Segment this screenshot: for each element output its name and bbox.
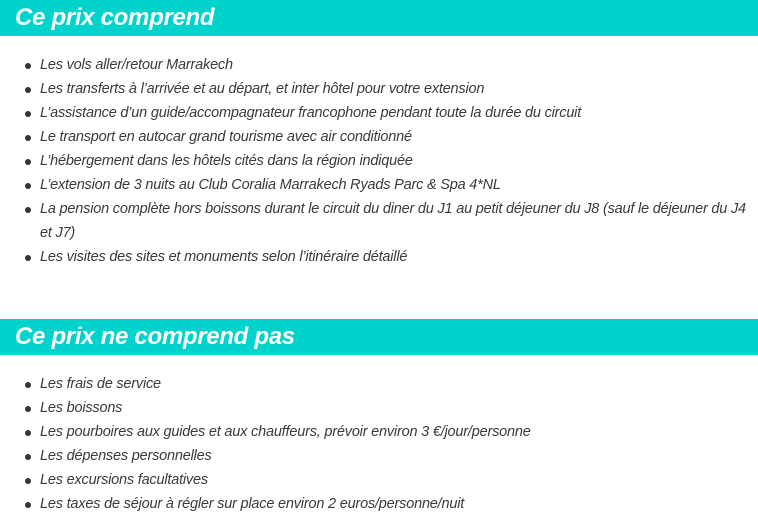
list-item: L’assistance d’un guide/accompagnateur francophone pendant toute la durée du circuit (40, 101, 758, 125)
list-item: Les boissons (40, 396, 758, 420)
list-item: L’extension de 3 nuits au Club Coralia Marrakech Ryads Parc & Spa 4*NL (40, 173, 758, 197)
list-item: Les dépenses personnelles (40, 444, 758, 468)
list-item: La pension complète hors boissons durant le circuit du diner du J1 au petit déjeuner du J8 (sauf le déjeuner du J4 et J7) (40, 197, 758, 245)
list-item: Les pourboires aux guides et aux chauffeurs, prévoir environ 3 €/jour/personne (40, 420, 758, 444)
list-item: Les excursions facultatives (40, 468, 758, 492)
included-heading: Ce prix comprend (0, 0, 758, 36)
excluded-heading: Ce prix ne comprend pas (0, 319, 758, 355)
list-item: Les visites des sites et monuments selon l’itinéraire détaillé (40, 245, 758, 269)
list-item: Les transferts à l’arrivée et au départ, et inter hôtel pour votre extension (40, 77, 758, 101)
list-item: Le transport en autocar grand tourisme avec air conditionné (40, 125, 758, 149)
list-item: Les taxes de séjour à régler sur place environ 2 euros/personne/nuit (40, 492, 758, 516)
excluded-list (0, 372, 758, 516)
list-item: Les frais de service (40, 372, 758, 396)
included-list (0, 53, 758, 269)
list-item: Les vols aller/retour Marrakech (40, 53, 758, 77)
list-item: L’hébergement dans les hôtels cités dans la région indiquée (40, 149, 758, 173)
